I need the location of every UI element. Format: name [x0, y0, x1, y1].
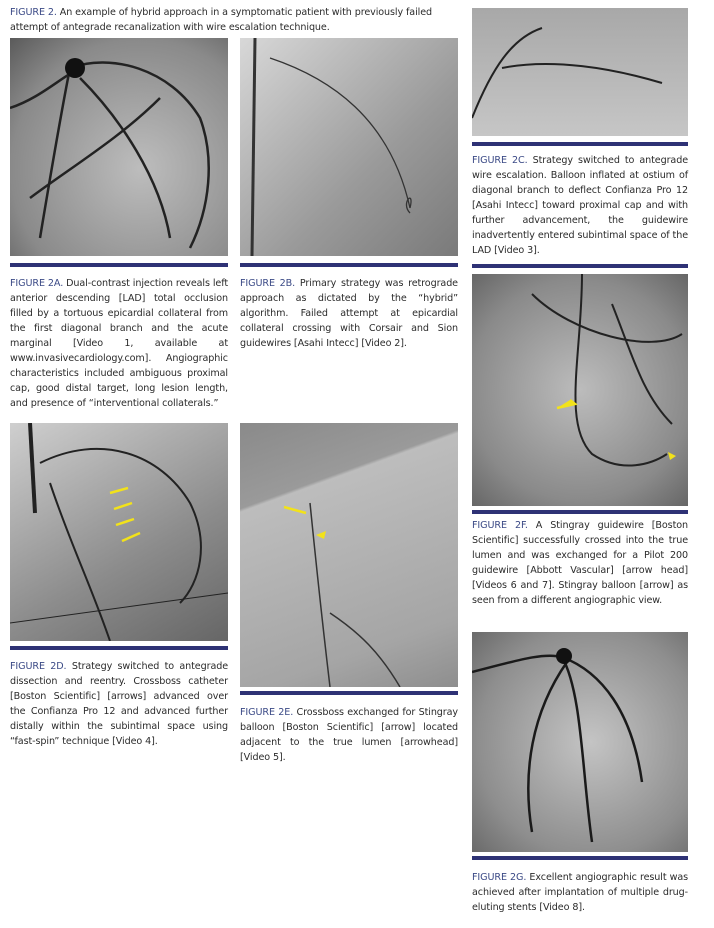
figure-2d-image — [10, 423, 228, 641]
caption-text: A Stingray guidewire [Boston Scientific] successfully crossed into the true lumen and was exchanged for a Pilot 200 guidewire [Abbott Vascular] [arrow head] [Videos 6 and 7]. Stingray balloon [arrow] as seen from a different angiographic view. — [472, 520, 688, 606]
figure-2f-image — [472, 274, 688, 506]
caption-text: Excellent angiographic result was achieved after implantation of multiple drug-eluting stents [Video 8]. — [472, 872, 688, 913]
caption-text: Strategy switched to antegrade dissection and reentry. Crossboss catheter [Boston Scientific] [arrows] advanced over the Confianza Pro 12 and advanced further distally within the subintimal space using “fast-spin” technique [Video 4]. — [10, 661, 229, 747]
divider — [240, 691, 458, 695]
figure-2f-caption — [472, 518, 688, 608]
caption-label: FIGURE 2E. — [240, 707, 294, 718]
divider — [240, 263, 458, 267]
divider — [472, 510, 688, 514]
figure-2a-image — [10, 38, 228, 256]
figure-2b-image — [240, 38, 458, 256]
divider — [472, 856, 688, 860]
caption-text: Dual-contrast injection reveals left anterior descending [LAD] total occlusion filled by a tortuous epicardial collateral from the first diagonal branch and the acute marginal [Video 1, available at www.invasivecardiology.com]. Angiographic characteristics included ambiguous proximal cap, good distal target, long lesion length, and presence of “interventional collaterals.” — [10, 278, 228, 409]
figure-2c-caption — [472, 153, 688, 258]
figure-2e-caption — [240, 705, 458, 765]
caption-label: FIGURE 2G. — [472, 872, 527, 883]
caption-label: FIGURE 2B. — [240, 278, 296, 289]
figure-2a-caption — [10, 276, 228, 411]
figure-main-caption — [10, 5, 460, 35]
caption-text: An example of hybrid approach in a symptomatic patient with previously failed attempt of antegrade recanalization with wire escalation technique. — [10, 7, 432, 33]
arrowhead-icon — [668, 452, 676, 460]
figure-2b-caption — [240, 276, 458, 351]
divider — [472, 142, 688, 146]
figure-2g-caption — [472, 870, 688, 915]
figure-2e-image — [240, 423, 458, 687]
caption-label: FIGURE 2F. — [472, 520, 528, 531]
caption-text: Strategy switched to antegrade wire escalation. Balloon inflated at ostium of diagonal branch to deflect Confianza Pro 12 [Asahi Intecc] toward proximal cap and with further advancement, the guidewire inadvertently entered subintimal space of the LAD [Video 3]. — [472, 155, 689, 256]
caption-label: FIGURE 2D. — [10, 661, 67, 672]
caption-label: FIGURE 2A. — [10, 278, 64, 289]
figure-2g-image — [472, 632, 688, 852]
divider — [472, 264, 688, 268]
figure-2c-image — [472, 8, 688, 136]
caption-label: FIGURE 2. — [10, 7, 57, 18]
figure-2d-caption — [10, 659, 228, 749]
divider — [10, 263, 228, 267]
divider — [10, 646, 228, 650]
arrow-icon — [557, 400, 575, 408]
caption-text: Crossboss exchanged for Stingray balloon [Boston Scientific] [arrow] located adjacent to the true lumen [arrowhead] [Video 5]. — [240, 707, 458, 763]
caption-label: FIGURE 2C. — [472, 155, 528, 166]
caption-text: Primary strategy was retrograde approach as dictated by the “hybrid” algorithm. Failed attempt at epicardial collateral crossing with Corsair and Sion guidewires [Asahi Intecc] [Video 2]. — [240, 278, 458, 349]
